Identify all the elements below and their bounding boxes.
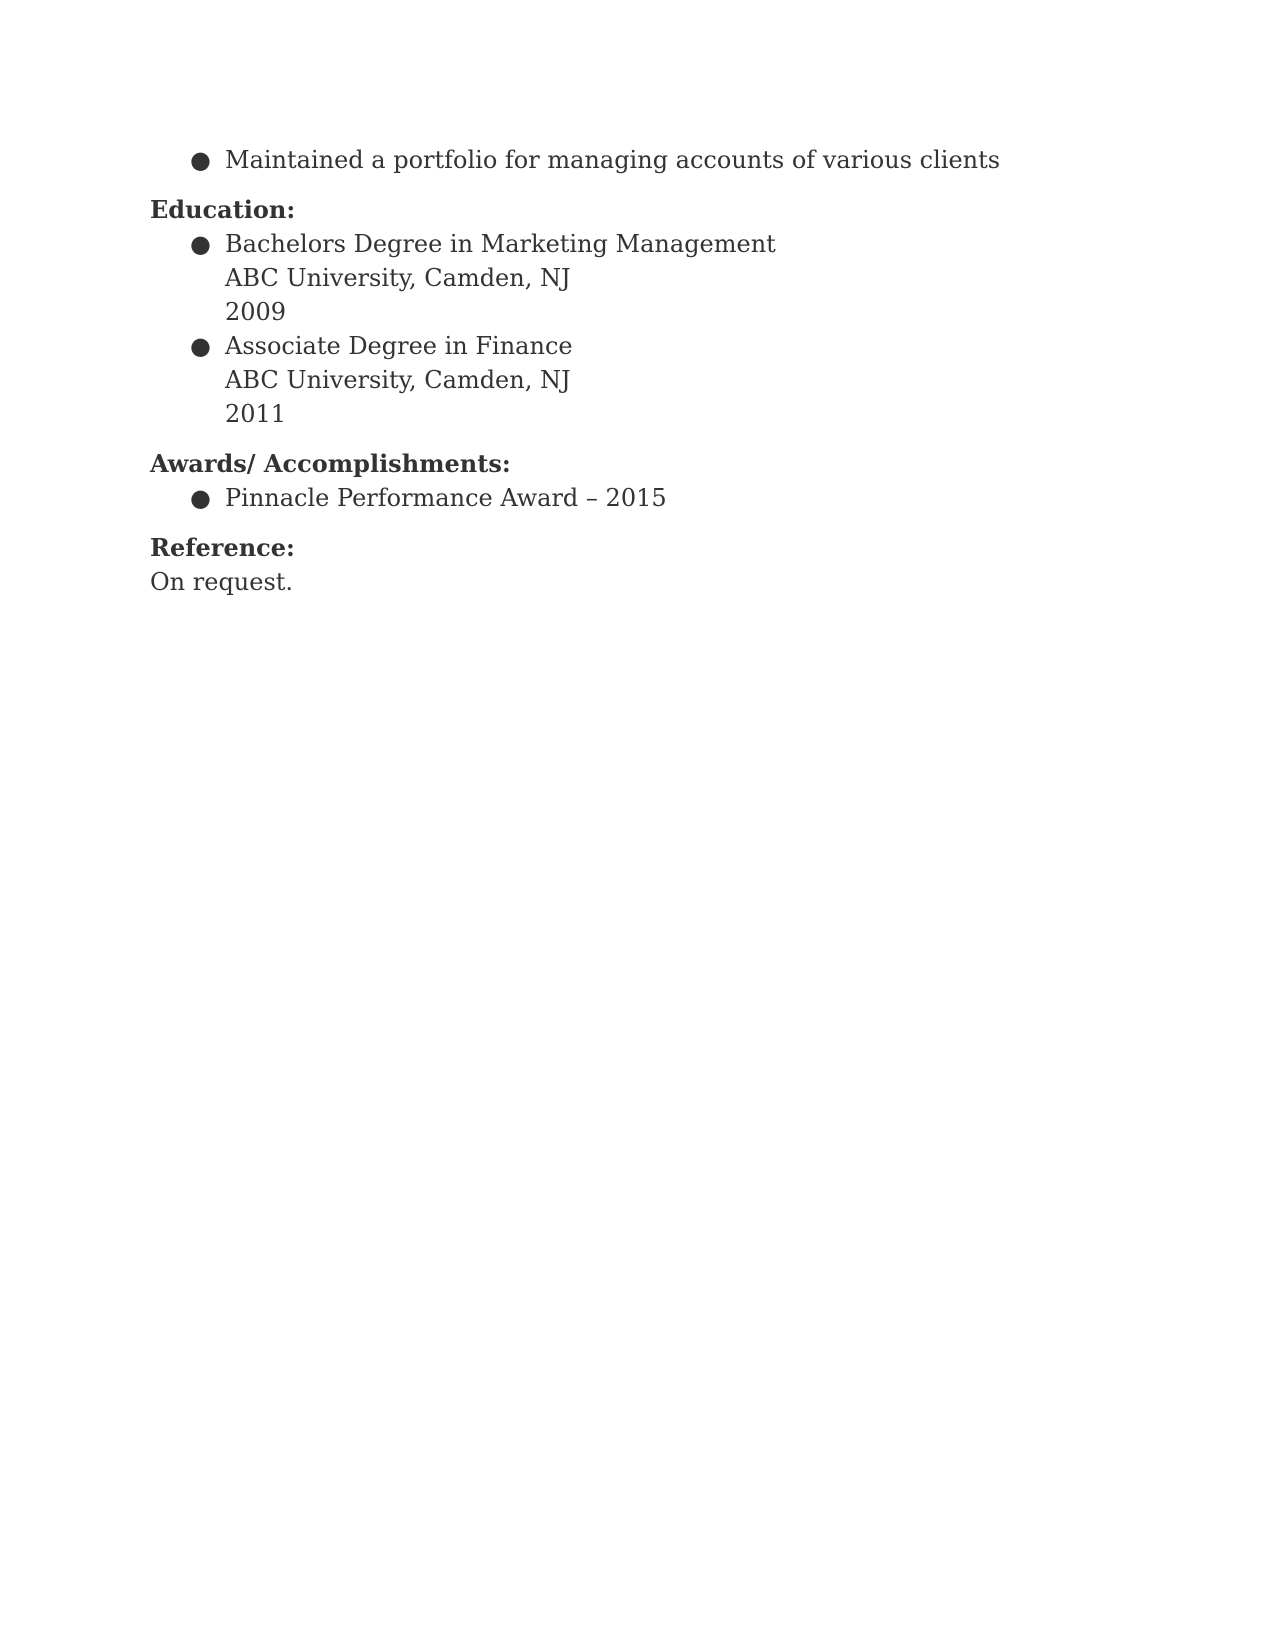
reference-section (150, 531, 1130, 599)
awards-section (150, 447, 1130, 515)
degree-name: Bachelors Degree in Marketing Management (225, 230, 776, 258)
reference-heading: Reference: (150, 533, 295, 562)
bullet-icon: ● (190, 332, 211, 360)
list-item (150, 227, 1130, 329)
education-heading: Education: (150, 195, 296, 224)
award-text: Pinnacle Performance Award – 2015 (225, 484, 667, 512)
bullet-icon: ● (190, 230, 211, 258)
reference-text: On request. (150, 568, 294, 596)
awards-list (150, 481, 1130, 515)
experience-bullet-list (150, 143, 1130, 177)
list-item (150, 329, 1130, 431)
list-item (150, 143, 1130, 177)
resume-page (150, 143, 1130, 599)
experience-bullet-text: Maintained a portfolio for managing accounts of various clients (225, 146, 1001, 174)
bullet-icon: ● (190, 484, 211, 512)
education-list (150, 227, 1130, 431)
degree-name: Associate Degree in Finance (225, 332, 573, 360)
bullet-icon: ● (190, 146, 211, 174)
list-item (150, 481, 1130, 515)
education-section (150, 193, 1130, 431)
awards-heading: Awards/ Accomplishments: (150, 449, 511, 478)
graduation-year: 2009 (225, 298, 287, 326)
school-name: ABC University, Camden, NJ (225, 366, 571, 394)
school-name: ABC University, Camden, NJ (225, 264, 571, 292)
graduation-year: 2011 (225, 400, 287, 428)
